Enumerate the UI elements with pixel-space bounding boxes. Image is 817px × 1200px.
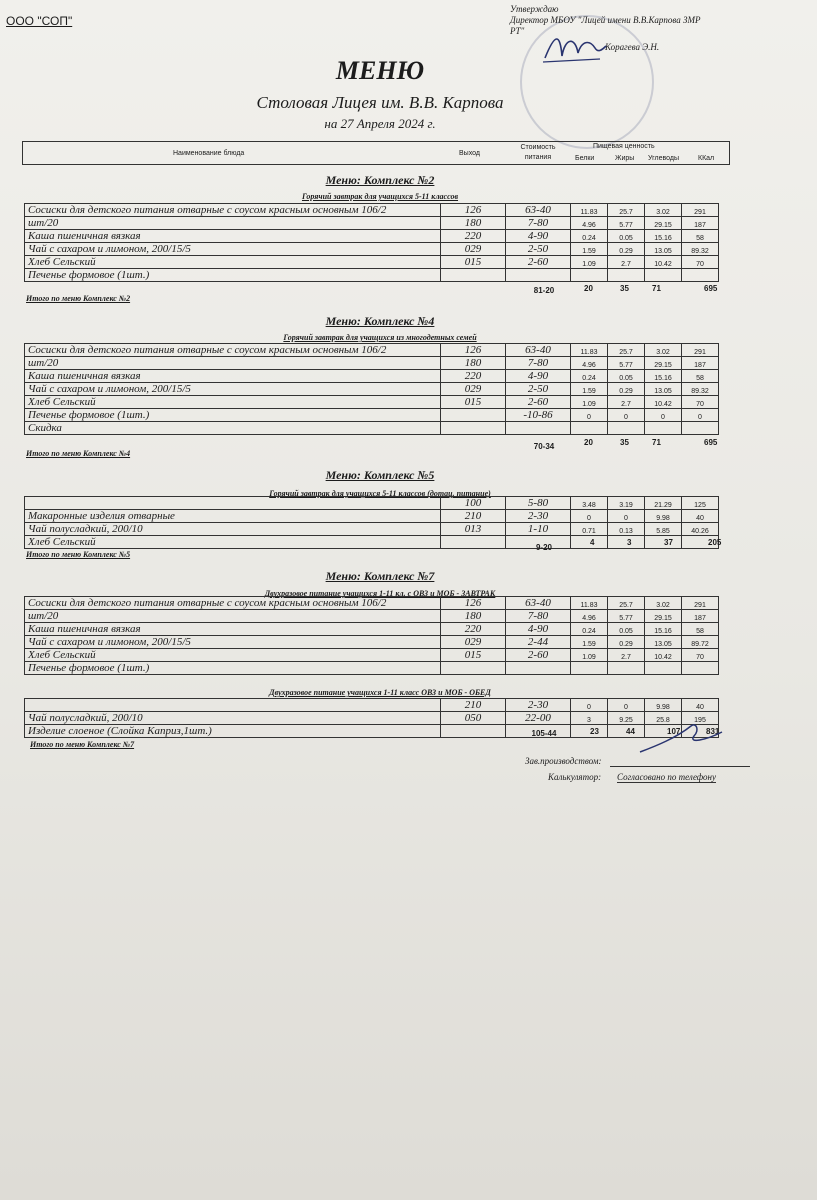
table-row: [25, 422, 719, 435]
dish-name: Чай с сахаром и лимоном, 200/15/5: [25, 636, 441, 649]
section-total-label: Итого по меню Комплекс №4: [26, 449, 131, 458]
dish-protein: [571, 662, 608, 675]
dish-carbs: 29.15: [645, 610, 682, 623]
dish-output: 015: [441, 649, 506, 662]
producer-signature: [636, 716, 726, 761]
header-carbs: Углеводы: [648, 155, 680, 162]
dish-price: 4-90: [506, 230, 571, 243]
dish-fat: 0.13: [608, 523, 645, 536]
dish-protein: 1.59: [571, 636, 608, 649]
dish-kcal: 291: [682, 344, 719, 357]
total-protein: 20: [584, 284, 593, 293]
approval-line-3: РТ": [510, 26, 525, 36]
dish-carbs: 15.16: [645, 230, 682, 243]
approval-name: Корагева Э.Н.: [605, 42, 660, 52]
dish-carbs: 29.15: [645, 357, 682, 370]
section-total-label: Итого по меню Комплекс №5: [26, 550, 131, 559]
dish-carbs: 5.85: [645, 523, 682, 536]
dish-kcal: 40.26: [682, 523, 719, 536]
dish-carbs: 25.8: [645, 712, 682, 725]
dish-output: [441, 662, 506, 675]
total-carbs: 37: [664, 538, 673, 547]
dish-name: Печенье формовое (1шт.): [25, 409, 441, 422]
dish-name: Чай полусладкий, 200/10: [25, 712, 441, 725]
dish-price: 2-60: [506, 396, 571, 409]
producer-line: [610, 766, 750, 767]
dish-price: 63-40: [506, 204, 571, 217]
table-row: [25, 256, 719, 269]
dish-carbs: 21.29: [645, 497, 682, 510]
total-protein: 4: [590, 538, 595, 547]
dish-kcal: 40: [682, 699, 719, 712]
table-row: [25, 649, 719, 662]
dish-name: Каша пшеничная вязкая: [25, 370, 441, 383]
dish-output: 210: [441, 510, 506, 523]
dish-fat: 0.29: [608, 636, 645, 649]
organization-name: ООО "СОП": [6, 14, 73, 28]
dish-price: 2-30: [506, 510, 571, 523]
dish-protein: 1.09: [571, 396, 608, 409]
dish-price: 7-80: [506, 357, 571, 370]
section-subtitle: Горячий завтрак для учащихся 5-11 классов: [301, 192, 459, 201]
total-fat: 35: [620, 438, 629, 447]
dish-protein: 0: [571, 699, 608, 712]
table-row: [25, 370, 719, 383]
dish-output: [441, 422, 506, 435]
dish-kcal: [682, 662, 719, 675]
dish-output: 013: [441, 523, 506, 536]
total-kcal: 695: [704, 438, 718, 447]
dish-fat: 0.05: [608, 230, 645, 243]
dish-kcal: 195: [682, 712, 719, 725]
dish-name: [25, 497, 441, 510]
dish-output: 015: [441, 256, 506, 269]
table-row: [25, 217, 719, 230]
dish-output: 029: [441, 243, 506, 256]
section-title: Меню: Комплекс №4: [325, 314, 435, 328]
page-subtitle: Столовая Лицея им. В.В. Карпова: [256, 93, 504, 112]
dish-protein: [571, 725, 608, 738]
dish-kcal: 70: [682, 396, 719, 409]
section-title: Меню: Комплекс №2: [325, 173, 435, 187]
header-fat: Жиры: [615, 155, 635, 162]
dish-protein: 11.83: [571, 204, 608, 217]
dish-kcal: 58: [682, 370, 719, 383]
approval-line-2: Директор МБОУ "Лицей имени В.В.Карпова ЗМР: [510, 15, 701, 25]
dish-kcal: 125: [682, 497, 719, 510]
dish-protein: 0: [571, 409, 608, 422]
table-row: [25, 712, 719, 725]
dish-output: 180: [441, 357, 506, 370]
dish-carbs: 3.02: [645, 344, 682, 357]
dish-fat: 25.7: [608, 344, 645, 357]
dish-kcal: 187: [682, 610, 719, 623]
table-row: [25, 396, 719, 409]
dish-price: 4-90: [506, 623, 571, 636]
dish-price: 2-60: [506, 649, 571, 662]
dish-kcal: [682, 269, 719, 282]
table-row: [25, 383, 719, 396]
total-price: 81-20: [533, 286, 555, 295]
section-table: [24, 343, 719, 435]
dish-fat: 0.29: [608, 243, 645, 256]
dish-name: Изделие слоеное (Слойка Каприз,1шт.): [25, 725, 441, 738]
section-table: [24, 496, 722, 549]
dish-carbs: [645, 269, 682, 282]
total-fat: 35: [620, 284, 629, 293]
header-kcal: ККал: [698, 155, 715, 162]
dish-carbs: [645, 536, 682, 549]
dish-carbs: 29.15: [645, 217, 682, 230]
dish-carbs: 15.16: [645, 623, 682, 636]
menu-date: на 27 Апреля 2024 г.: [324, 116, 436, 131]
dish-name: Сосиски для детского питания отварные с соусом красным основным 106/2: [25, 344, 441, 357]
dish-name: Сосиски для детского питания отварные с соусом красным основным 106/2: [25, 204, 441, 217]
dish-price: 1-10: [506, 523, 571, 536]
column-header: [22, 141, 730, 165]
total-kcal: 831: [706, 727, 720, 736]
dish-protein: [571, 536, 608, 549]
table-row: [25, 597, 719, 610]
header-protein: Белки: [575, 155, 595, 162]
dish-fat: [608, 536, 645, 549]
dish-kcal: 70: [682, 649, 719, 662]
dish-price: 2-30: [506, 699, 571, 712]
dish-fat: [608, 422, 645, 435]
dish-carbs: 10.42: [645, 649, 682, 662]
dish-name: Чай с сахаром и лимоном, 200/15/5: [25, 243, 441, 256]
dish-output: 220: [441, 230, 506, 243]
dish-price: 2-50: [506, 243, 571, 256]
dish-protein: 1.59: [571, 243, 608, 256]
dish-fat: 25.7: [608, 597, 645, 610]
dish-fat: 2.7: [608, 256, 645, 269]
dish-name: Каша пшеничная вязкая: [25, 230, 441, 243]
dish-output: 029: [441, 383, 506, 396]
dish-fat: 0.05: [608, 370, 645, 383]
dish-protein: 0: [571, 510, 608, 523]
header-nutrition: Пищевая ценность: [593, 143, 655, 150]
dish-output: 180: [441, 217, 506, 230]
total-carbs: 71: [652, 438, 661, 447]
dish-carbs: 10.42: [645, 396, 682, 409]
table-row: [25, 204, 719, 217]
dish-kcal: 0: [682, 409, 719, 422]
calculator-value: Согласовано по телефону: [617, 772, 716, 782]
dish-output: 126: [441, 344, 506, 357]
dish-price: [506, 662, 571, 675]
dish-kcal: 89.32: [682, 243, 719, 256]
page-title: МЕНЮ: [335, 56, 425, 85]
dish-protein: [571, 422, 608, 435]
dish-price: 2-44: [506, 636, 571, 649]
dish-carbs: 9.98: [645, 510, 682, 523]
dish-fat: 0.05: [608, 623, 645, 636]
dish-fat: 0: [608, 510, 645, 523]
dish-carbs: 9.98: [645, 699, 682, 712]
dish-output: 050: [441, 712, 506, 725]
table-row: [25, 699, 719, 712]
dish-protein: 11.83: [571, 597, 608, 610]
total-price: 105-44: [531, 729, 557, 738]
dish-kcal: 58: [682, 623, 719, 636]
dish-name: Печенье формовое (1шт.): [25, 269, 441, 282]
dish-name: [25, 699, 441, 712]
dish-carbs: 0: [645, 409, 682, 422]
table-row: [25, 610, 719, 623]
dish-name: Скидка: [25, 422, 441, 435]
dish-carbs: [645, 422, 682, 435]
dish-name: шт/20: [25, 357, 441, 370]
dish-carbs: [645, 662, 682, 675]
total-fat: 3: [627, 538, 632, 547]
calculator-label: Калькулятор:: [548, 772, 602, 782]
dish-output: 126: [441, 597, 506, 610]
section-subtitle: Горячий завтрак для учащихся 5-11 классов (дотац. питание): [269, 489, 491, 498]
dish-output: 015: [441, 396, 506, 409]
dish-protein: 3: [571, 712, 608, 725]
dish-output: [441, 725, 506, 738]
dish-carbs: 15.16: [645, 370, 682, 383]
total-kcal: 205: [708, 538, 722, 547]
section-subtitle: Двухразовое питание учащихся 1-11 кл. с ОВЗ и МОБ - ЗАВТРАК: [264, 589, 496, 598]
table-row: [25, 269, 719, 282]
dish-output: [441, 409, 506, 422]
dish-fat: 0: [608, 409, 645, 422]
dish-price: 63-40: [506, 597, 571, 610]
table-row: [25, 510, 719, 523]
section-title: Меню: Комплекс №5: [325, 468, 435, 482]
table-row: [25, 243, 719, 256]
dish-protein: 4.96: [571, 217, 608, 230]
table-row: [25, 662, 719, 675]
producer-label: Зав.производством:: [525, 756, 602, 766]
dish-output: 220: [441, 623, 506, 636]
dish-protein: 11.83: [571, 344, 608, 357]
dish-carbs: 13.05: [645, 383, 682, 396]
header-cost: Стоимость питания: [520, 144, 556, 161]
dish-carbs: 3.02: [645, 204, 682, 217]
table-row: [25, 623, 719, 636]
table-row: [25, 230, 719, 243]
table-row: [25, 725, 719, 738]
total-carbs: 71: [652, 284, 661, 293]
section-table-lunch: [24, 698, 719, 738]
dish-price: 2-50: [506, 383, 571, 396]
dish-fat: 5.77: [608, 217, 645, 230]
dish-carbs: 3.02: [645, 597, 682, 610]
dish-kcal: 58: [682, 230, 719, 243]
dish-carbs: 10.42: [645, 256, 682, 269]
table-row: [25, 357, 719, 370]
dish-output: 210: [441, 699, 506, 712]
dish-name: Хлеб Сельский: [25, 396, 441, 409]
dish-name: шт/20: [25, 217, 441, 230]
dish-price: -10-86: [506, 409, 571, 422]
dish-name: Хлеб Сельский: [25, 649, 441, 662]
dish-output: 126: [441, 204, 506, 217]
dish-carbs: 13.05: [645, 243, 682, 256]
dish-price: 7-80: [506, 217, 571, 230]
total-price: 9-20: [535, 543, 552, 552]
header-dish: Наименование блюда: [173, 150, 245, 157]
dish-name: Хлеб Сельский: [25, 536, 441, 549]
dish-kcal: 187: [682, 217, 719, 230]
dish-fat: [608, 269, 645, 282]
dish-output: [441, 536, 506, 549]
dish-protein: [571, 269, 608, 282]
dish-protein: 3.48: [571, 497, 608, 510]
dish-fat: [608, 662, 645, 675]
dish-protein: 1.59: [571, 383, 608, 396]
dish-fat: 0: [608, 699, 645, 712]
dish-protein: 4.96: [571, 357, 608, 370]
dish-price: 2-60: [506, 256, 571, 269]
section-total-label: Итого по меню Комплекс №2: [26, 294, 131, 303]
dish-price: 7-80: [506, 610, 571, 623]
dish-name: Чай с сахаром и лимоном, 200/15/5: [25, 383, 441, 396]
dish-price: 5-80: [506, 497, 571, 510]
dish-fat: 5.77: [608, 357, 645, 370]
dish-fat: 25.7: [608, 204, 645, 217]
dish-fat: 3.19: [608, 497, 645, 510]
dish-price: 4-90: [506, 370, 571, 383]
dish-name: Хлеб Сельский: [25, 256, 441, 269]
section-table: [24, 596, 719, 675]
total-price: 70-34: [533, 442, 555, 451]
dish-protein: 0.24: [571, 230, 608, 243]
dish-name: Чай полусладкий, 200/10: [25, 523, 441, 536]
section-title: Меню: Комплекс №7: [325, 569, 435, 583]
total-kcal: 695: [704, 284, 718, 293]
dish-protein: 1.09: [571, 649, 608, 662]
dish-protein: 0.24: [571, 370, 608, 383]
dish-output: [441, 269, 506, 282]
header-output: Выход: [459, 150, 480, 157]
total-protein: 23: [590, 727, 599, 736]
dish-protein: 0.71: [571, 523, 608, 536]
dish-fat: 2.7: [608, 396, 645, 409]
dish-price: 63-40: [506, 344, 571, 357]
dish-fat: 5.77: [608, 610, 645, 623]
table-row: [25, 636, 719, 649]
total-protein: 20: [584, 438, 593, 447]
dish-price: [506, 269, 571, 282]
dish-output: 180: [441, 610, 506, 623]
table-row: [25, 344, 719, 357]
dish-fat: 0.29: [608, 383, 645, 396]
dish-output: 100: [441, 497, 506, 510]
dish-price: [506, 422, 571, 435]
approval-line-1: Утверждаю: [510, 4, 559, 14]
dish-kcal: 291: [682, 597, 719, 610]
section-subtitle-lunch: Двухразовое питание учащихся 1-11 класс ОВЗ и МОБ - ОБЕД: [269, 688, 491, 697]
dish-protein: 1.09: [571, 256, 608, 269]
dish-kcal: 89.32: [682, 383, 719, 396]
section-subtitle: Горячий завтрак для учащихся из многодетных семей: [283, 333, 477, 342]
table-row: [25, 409, 719, 422]
dish-fat: 9.25: [608, 712, 645, 725]
table-row: [25, 523, 719, 536]
dish-output: 029: [441, 636, 506, 649]
dish-protein: 4.96: [571, 610, 608, 623]
dish-name: Макаронные изделия отварные: [25, 510, 441, 523]
section-total-label: Итого по меню Комплекс №7: [30, 740, 135, 749]
dish-kcal: 291: [682, 204, 719, 217]
table-row: [25, 497, 719, 510]
dish-kcal: 70: [682, 256, 719, 269]
dish-name: шт/20: [25, 610, 441, 623]
section-table: [24, 203, 719, 282]
dish-kcal: 89.72: [682, 636, 719, 649]
dish-kcal: 187: [682, 357, 719, 370]
dish-protein: 0.24: [571, 623, 608, 636]
table-row: [25, 536, 719, 549]
dish-fat: 2.7: [608, 649, 645, 662]
dish-name: Каша пшеничная вязкая: [25, 623, 441, 636]
dish-carbs: 13.05: [645, 636, 682, 649]
dish-name: Печенье формовое (1шт.): [25, 662, 441, 675]
dish-kcal: [682, 422, 719, 435]
dish-name: Сосиски для детского питания отварные с соусом красным основным 106/2: [25, 597, 441, 610]
dish-output: 220: [441, 370, 506, 383]
dish-kcal: 40: [682, 510, 719, 523]
total-carbs: 107: [667, 727, 681, 736]
dish-price: 22-00: [506, 712, 571, 725]
total-fat: 44: [626, 727, 635, 736]
